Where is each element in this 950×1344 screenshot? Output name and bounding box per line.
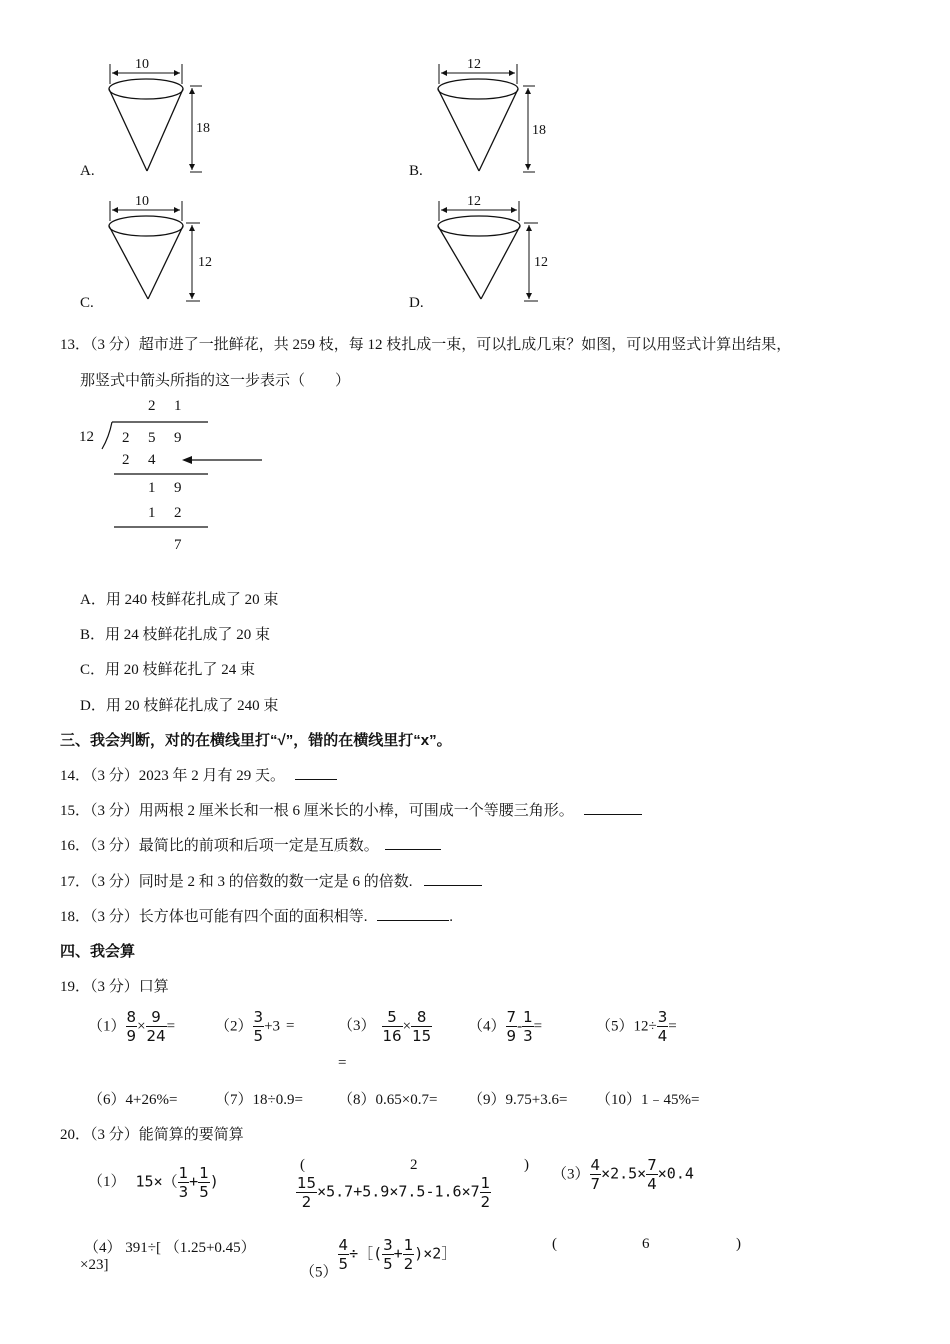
equals: = xyxy=(533,1018,543,1035)
option-c[interactable]: C．用 20 枝鲜花扎了 24 束 xyxy=(80,662,256,678)
cone-figure-b xyxy=(409,56,569,186)
question-16 xyxy=(60,834,441,855)
denominator: 5 xyxy=(338,1255,349,1273)
fraction xyxy=(506,1010,518,1044)
fraction xyxy=(646,1158,658,1192)
cone-drawing xyxy=(80,192,240,317)
q20-item-2-paren-left: ( xyxy=(300,1157,305,1173)
q19-item-3 xyxy=(338,1010,432,1044)
denominator: 2 xyxy=(301,1193,312,1211)
fraction xyxy=(480,1176,492,1210)
fraction xyxy=(296,1176,317,1210)
expression-part: ×0.4 xyxy=(657,1164,694,1183)
q20-item-6-paren-left: ( xyxy=(552,1236,557,1252)
fraction xyxy=(382,1238,394,1272)
item-label: （5） xyxy=(300,1264,338,1281)
question-text: 17．（3 分）同时是 2 和 3 的倍数的数一定是 6 的倍数. xyxy=(60,874,413,890)
step-digit: 1 xyxy=(148,480,156,496)
q20-item-4-line2: ×23] xyxy=(80,1257,109,1273)
expression-part: 15×（ xyxy=(135,1172,178,1191)
denominator: 2 xyxy=(403,1255,414,1273)
numerator: 8 xyxy=(126,1008,137,1026)
item-label: （2） xyxy=(215,1018,253,1035)
step-digit: 2 xyxy=(174,505,182,521)
q20-item-2-paren-right: ) xyxy=(524,1157,529,1173)
fraction xyxy=(590,1158,602,1192)
q19-item-6: （6）4+26%= xyxy=(88,1092,178,1108)
fraction xyxy=(253,1010,265,1044)
step-digit: 4 xyxy=(148,452,156,468)
cone-side-dimension: 12 xyxy=(198,255,212,270)
dividend-digit: 2 xyxy=(122,430,130,446)
q19-item-1 xyxy=(88,1010,175,1044)
q20-item-3 xyxy=(552,1158,694,1192)
option-d[interactable]: D．用 20 枝鲜花扎成了 240 束 xyxy=(80,698,279,714)
numerator: 1 xyxy=(403,1236,414,1254)
quotient-digit: 2 xyxy=(148,398,156,414)
fraction xyxy=(382,1010,403,1044)
long-division-figure xyxy=(76,393,276,563)
fraction xyxy=(146,1010,167,1044)
answer-blank[interactable] xyxy=(295,767,337,780)
option-a[interactable]: A．用 240 枝鲜花扎成了 20 束 xyxy=(80,592,279,608)
denominator: 24 xyxy=(146,1027,166,1045)
numerator: 1 xyxy=(199,1164,209,1182)
q20-item-6-label: 6 xyxy=(642,1236,650,1252)
q19-item-5 xyxy=(596,1010,677,1044)
numerator: 5 xyxy=(382,1010,403,1027)
expression-part: )×2］ xyxy=(414,1244,457,1263)
denominator: 4 xyxy=(647,1175,657,1193)
q20-item-5 xyxy=(300,1238,456,1281)
question-17 xyxy=(60,870,482,891)
q19-item-3-equals: = xyxy=(338,1055,347,1071)
denominator: 9 xyxy=(506,1027,517,1045)
option-label: B. xyxy=(409,163,423,179)
section-3-title: 三、我会判断，对的在横线里打“√”，错的在横线里打“x”。 xyxy=(60,732,452,749)
operator: × xyxy=(402,1018,412,1035)
denominator: 7 xyxy=(590,1175,601,1193)
denominator: 5 xyxy=(253,1027,264,1045)
cone-side-dimension: 18 xyxy=(532,123,546,138)
answer-blank[interactable] xyxy=(377,908,449,921)
numerator: 8 xyxy=(411,1010,432,1027)
question-15 xyxy=(60,799,642,820)
operator: - xyxy=(517,1018,523,1035)
option-label: A. xyxy=(80,163,95,179)
numerator: 7 xyxy=(647,1156,657,1174)
denominator: 2 xyxy=(480,1193,491,1211)
numerator: 1 xyxy=(178,1164,189,1182)
equals: = xyxy=(286,1018,295,1035)
fraction xyxy=(338,1238,350,1272)
question-14 xyxy=(60,764,337,785)
numerator: 4 xyxy=(338,1236,349,1254)
numerator: 3 xyxy=(253,1008,264,1026)
q20-item-2 xyxy=(296,1176,491,1210)
item-label: （3） xyxy=(552,1166,590,1183)
equals: = xyxy=(166,1018,176,1035)
cone-drawing xyxy=(80,56,240,186)
denominator: 3 xyxy=(523,1027,533,1045)
numerator: 4 xyxy=(590,1156,601,1174)
fraction xyxy=(198,1166,210,1200)
remainder: 7 xyxy=(174,537,182,553)
fraction xyxy=(403,1238,415,1272)
item-label: （1） xyxy=(88,1018,126,1035)
item-label: （1） xyxy=(88,1174,126,1191)
cone-top-dimension: 12 xyxy=(467,194,481,209)
step-digit: 1 xyxy=(148,505,156,521)
cone-drawing xyxy=(409,56,569,186)
question-13-text: 13．（3 分）超市进了一批鲜花，共 259 枝，每 12 枝扎成一束，可以扎成几束？如图，可以用竖式计算出结果， xyxy=(60,337,792,353)
operator: +3 xyxy=(264,1018,281,1035)
dividend-digit: 5 xyxy=(148,430,156,446)
numerator: 1 xyxy=(523,1008,533,1026)
cone-figure-d xyxy=(409,192,569,317)
option-label: C. xyxy=(80,295,94,311)
numerator: 7 xyxy=(506,1008,517,1026)
fraction xyxy=(126,1010,138,1044)
cone-top-dimension: 12 xyxy=(467,57,481,72)
equals: = xyxy=(668,1018,677,1035)
cone-figure-c xyxy=(80,192,240,317)
dividend-digit: 9 xyxy=(174,430,182,446)
numerator: 3 xyxy=(657,1008,668,1026)
fraction xyxy=(411,1010,432,1044)
expression-part: ×5.7+5.9×7.5-1.6×7 xyxy=(317,1182,480,1201)
question-20-title: 20．（3 分）能简算的要简算 xyxy=(60,1127,244,1143)
cone-figure-a xyxy=(80,56,240,186)
quotient-digit: 1 xyxy=(174,398,182,414)
cone-side-dimension: 18 xyxy=(196,121,210,136)
q19-item-9: （9）9.75+3.6= xyxy=(468,1092,568,1108)
q20-item-1 xyxy=(88,1166,219,1200)
answer-blank[interactable] xyxy=(584,802,642,815)
operator: + xyxy=(189,1172,199,1191)
operator: × xyxy=(137,1018,146,1035)
numerator: 1 xyxy=(480,1174,491,1192)
item-label: （5）12÷ xyxy=(596,1018,657,1035)
denominator: 3 xyxy=(178,1183,189,1201)
question-19-title: 19．（3 分）口算 xyxy=(60,979,169,995)
step-digit: 9 xyxy=(174,480,182,496)
divisor: 12 xyxy=(79,429,94,445)
numerator: 15 xyxy=(297,1174,317,1192)
fraction xyxy=(657,1010,669,1044)
denominator: 15 xyxy=(412,1027,432,1045)
q19-item-2 xyxy=(215,1010,295,1044)
option-label: D. xyxy=(409,295,424,311)
question-text: 18．（3 分）长方体也可能有四个面的面积相等. xyxy=(60,909,368,925)
fraction xyxy=(522,1010,534,1044)
denominator: 5 xyxy=(383,1255,393,1273)
step-digit: 2 xyxy=(122,452,130,468)
numerator: 3 xyxy=(383,1236,393,1254)
expression-part: ) xyxy=(209,1172,219,1191)
item-label: （3） xyxy=(338,1018,376,1035)
question-text: 16．（3 分）最简比的前项和后项一定是互质数。 xyxy=(60,838,379,854)
expression-part: ÷［( xyxy=(349,1244,383,1263)
denominator: 5 xyxy=(199,1183,209,1201)
question-18 xyxy=(60,905,453,926)
denominator: 9 xyxy=(126,1027,137,1045)
section-4-title: 四、我会算 xyxy=(60,943,136,960)
period: . xyxy=(449,909,454,925)
question-13-text-cont: 那竖式中箭头所指的这一步表示（ ） xyxy=(80,373,351,389)
operator: + xyxy=(393,1244,403,1263)
question-text: 15．（3 分）用两根 2 厘米长和一根 6 厘米长的小棒，可围成一个等腰三角形。 xyxy=(60,803,574,819)
q19-item-4 xyxy=(468,1010,542,1044)
cone-top-dimension: 10 xyxy=(135,57,149,72)
cone-top-dimension: 10 xyxy=(135,194,149,209)
expression-part: ×2.5× xyxy=(601,1164,647,1183)
q19-item-10: （10）1﹣45%= xyxy=(596,1092,700,1108)
q19-item-7: （7）18÷0.9= xyxy=(215,1092,303,1108)
item-label: （4） xyxy=(468,1018,506,1035)
q20-item-6-paren-right: ) xyxy=(736,1236,741,1252)
question-text: 14．（3 分）2023 年 2 月有 29 天。 xyxy=(60,768,286,784)
cone-side-dimension: 12 xyxy=(534,255,548,270)
answer-blank[interactable] xyxy=(424,873,482,886)
option-b[interactable]: B．用 24 枝鲜花扎成了 20 束 xyxy=(80,627,271,643)
answer-blank[interactable] xyxy=(385,837,441,850)
denominator: 16 xyxy=(382,1027,402,1045)
q20-item-4-line1: （4） 391÷[ （1.25+0.45） xyxy=(84,1240,256,1256)
q19-item-8: （8）0.65×0.7= xyxy=(338,1092,438,1108)
fraction xyxy=(178,1166,190,1200)
denominator: 4 xyxy=(657,1027,668,1045)
q20-item-2-label: 2 xyxy=(410,1157,418,1173)
numerator: 9 xyxy=(146,1010,167,1027)
